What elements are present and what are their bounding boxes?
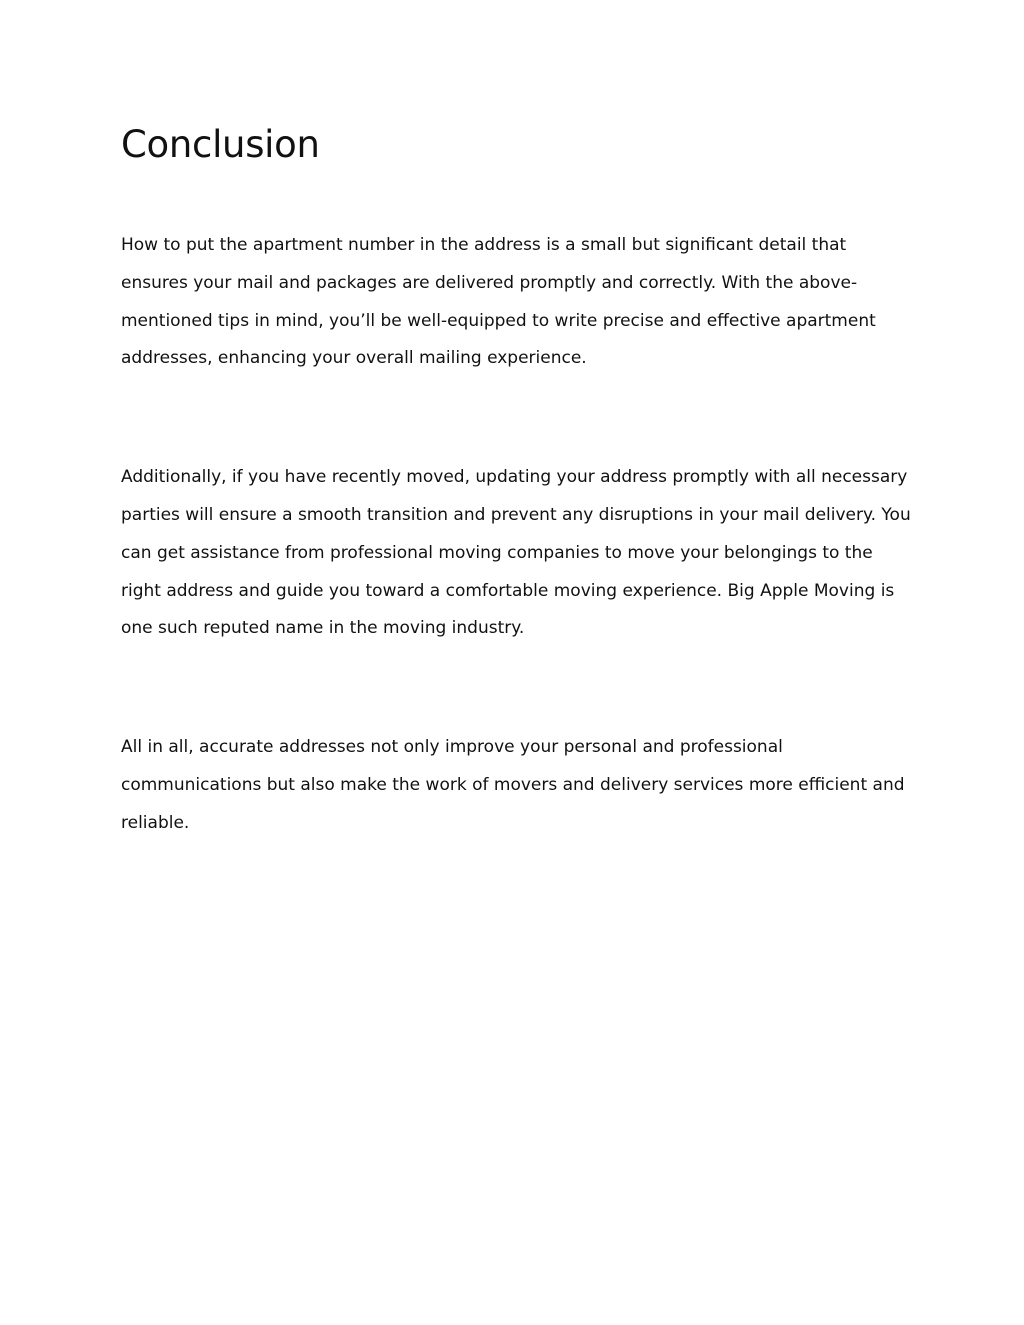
paragraph-1: How to put the apartment number in the address is a small but significant detail that ensures your mail and packages are delivered promptly and correctly. With the above-mentioned tips in mind, you’ll be well-equipped to write precise and effective apartment addresses, enhancing your overall mailing experience. [121,235,876,369]
document-content [121,118,911,843]
paragraph-3: All in all, accurate addresses not only improve your personal and professional communications but also make the work of movers and delivery services more efficient and reliable. [121,737,905,833]
section-heading: Conclusion [121,123,320,166]
paragraph-2: Additionally, if you have recently moved, updating your address promptly with all necessary parties will ensure a smooth transition and prevent any disruptions in your mail delivery. You can get assistance from professional moving companies to move your belongings to the right address and guide you toward a comfortable moving experience. Big Apple Moving is one such reputed name in the moving industry. [121,467,911,639]
